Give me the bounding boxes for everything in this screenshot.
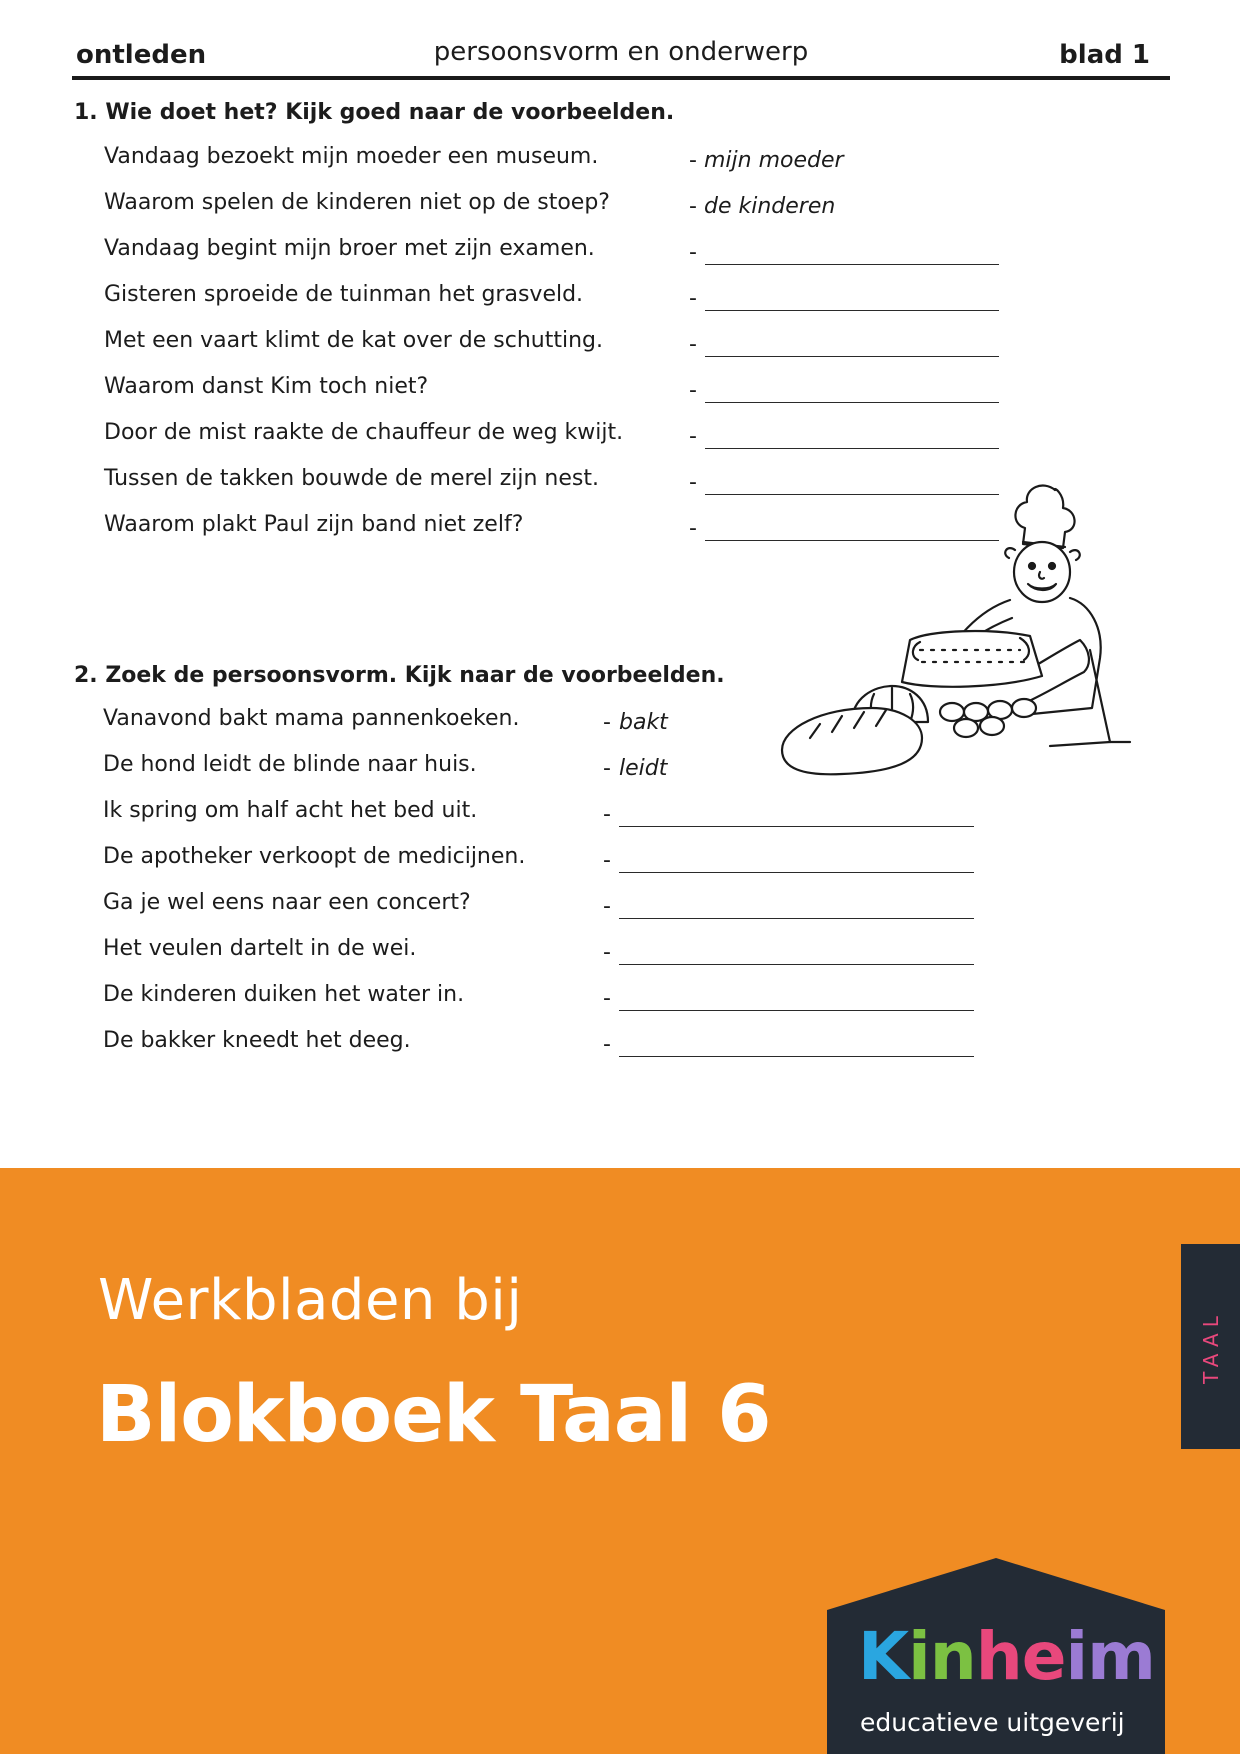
sheet-number: blad 1 <box>1059 40 1150 70</box>
exercise-row <box>103 936 1083 976</box>
exercise-row <box>103 982 1083 1022</box>
exercise-row <box>103 844 1083 884</box>
answer-dash: - <box>689 470 697 495</box>
subject-label: ontleden <box>76 40 207 70</box>
page-header <box>72 36 1170 80</box>
baker-illustration <box>770 480 1150 780</box>
subject-tab-label: TAAL <box>1198 1309 1223 1384</box>
sentence-text: Waarom plakt Paul zijn band niet zelf? <box>104 512 524 537</box>
exercise-row <box>104 144 1084 184</box>
publisher-logo-word <box>858 1618 1155 1695</box>
answer-line[interactable] <box>619 1010 974 1011</box>
sentence-text: Tussen de takken bouwde de merel zijn nest. <box>104 466 599 491</box>
exercise-row <box>103 890 1083 930</box>
publisher-banner <box>0 1168 1240 1754</box>
exercise-row <box>104 374 1084 414</box>
answer-line[interactable] <box>619 872 974 873</box>
answer-dash: - <box>603 894 611 919</box>
exercise-row <box>103 1028 1083 1068</box>
logo-letter: K <box>858 1618 909 1695</box>
answer-line[interactable] <box>619 964 974 965</box>
answer-dash: - <box>689 516 697 541</box>
series-subtitle: Werkbladen bij <box>98 1268 523 1333</box>
exercise-row <box>103 798 1083 838</box>
sentence-text: Vandaag begint mijn broer met zijn examen. <box>104 236 595 261</box>
answer-dash: - <box>689 378 697 403</box>
answer-dash: - <box>689 240 697 265</box>
book-title: Blokboek Taal 6 <box>96 1370 771 1460</box>
sentence-text: Door de mist raakte de chauffeur de weg kwijt. <box>104 420 624 445</box>
answer-dash: - <box>603 940 611 965</box>
logo-letter: h <box>975 1618 1022 1695</box>
answer-line[interactable] <box>619 826 974 827</box>
answer-line[interactable] <box>705 310 999 311</box>
exercise-row <box>104 282 1084 322</box>
sentence-text: Waarom spelen de kinderen niet op de stoep? <box>104 190 610 215</box>
exercise-row <box>104 328 1084 368</box>
exercise-2-heading: 2. Zoek de persoonsvorm. Kijk naar de voorbeelden. <box>74 663 725 688</box>
answer-dash: - <box>603 710 611 735</box>
answer-line[interactable] <box>619 918 974 919</box>
logo-letter: i <box>908 1618 930 1695</box>
answer-dash: - <box>689 332 697 357</box>
sentence-text: De kinderen duiken het water in. <box>103 982 465 1007</box>
answer-dash: - <box>689 148 697 173</box>
sentence-text: Met een vaart klimt de kat over de schutting. <box>104 328 604 353</box>
exercise-1-heading: 1. Wie doet het? Kijk goed naar de voorbeelden. <box>74 100 675 125</box>
answer-dash: - <box>689 286 697 311</box>
publisher-logo-subtitle: educatieve uitgeverij <box>860 1708 1125 1737</box>
example-answer: bakt <box>619 710 668 735</box>
answer-line[interactable] <box>705 402 999 403</box>
example-answer: leidt <box>619 756 668 781</box>
sentence-text: Vandaag bezoekt mijn moeder een museum. <box>104 144 599 169</box>
answer-line[interactable] <box>705 356 999 357</box>
answer-line[interactable] <box>705 448 999 449</box>
answer-dash: - <box>603 848 611 873</box>
example-answer: mijn moeder <box>704 148 844 173</box>
answer-line[interactable] <box>619 1056 974 1057</box>
answer-dash: - <box>689 424 697 449</box>
exercise-row <box>104 420 1084 460</box>
sentence-text: Gisteren sproeide de tuinman het grasveld. <box>104 282 584 307</box>
topic-title: persoonsvorm en onderwerp <box>433 37 809 67</box>
sentence-text: De apotheker verkoopt de medicijnen. <box>103 844 526 869</box>
logo-letter: n <box>929 1618 976 1695</box>
sentence-text: Waarom danst Kim toch niet? <box>104 374 429 399</box>
answer-dash: - <box>689 194 697 219</box>
answer-dash: - <box>603 1032 611 1057</box>
logo-letter: m <box>1087 1618 1155 1695</box>
answer-dash: - <box>603 802 611 827</box>
answer-line[interactable] <box>705 264 999 265</box>
sentence-text: Het veulen dartelt in de wei. <box>103 936 417 961</box>
answer-dash: - <box>603 986 611 1011</box>
logo-letter: e <box>1021 1618 1066 1695</box>
sentence-text: De hond leidt de blinde naar huis. <box>103 752 477 777</box>
sentence-text: Ga je wel eens naar een concert? <box>103 890 471 915</box>
logo-letter: i <box>1065 1618 1088 1695</box>
answer-dash: - <box>603 756 611 781</box>
subject-tab <box>1181 1244 1240 1449</box>
sentence-text: De bakker kneedt het deeg. <box>103 1028 411 1053</box>
exercise-row <box>104 190 1084 230</box>
sentence-text: Ik spring om half acht het bed uit. <box>103 798 478 823</box>
example-answer: de kinderen <box>704 194 836 219</box>
sentence-text: Vanavond bakt mama pannenkoeken. <box>103 706 520 731</box>
exercise-row <box>104 236 1084 276</box>
